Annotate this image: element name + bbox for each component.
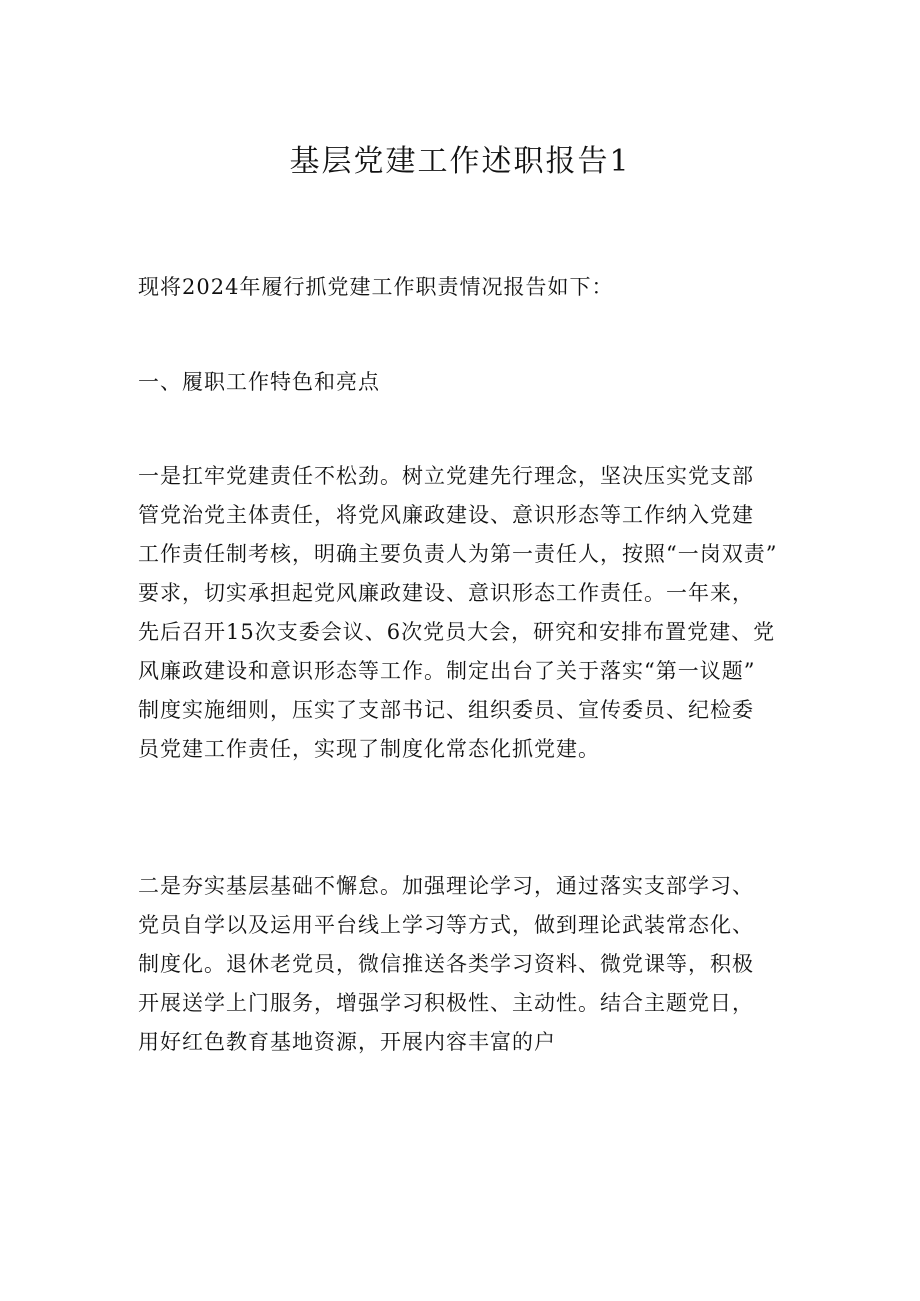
paragraph-grassroots-foundation [138, 867, 788, 1062]
paragraph-line: 员党建工作责任，实现了制度化常态化抓党建。 [138, 737, 600, 761]
paragraph-line: 制度化。退休老党员，微信推送各类学习资料、微党课等，积极 [138, 952, 754, 976]
intro-paragraph: 现将2024年履行抓党建工作职责情况报告如下： [138, 275, 614, 299]
paragraph-line: 风廉政建设和意识形态等工作。制定出台了关于落实“第一议题” [138, 659, 756, 683]
paragraph-line: 二是夯实基层基础不懈怠。加强理论学习，通过落实支部学习、 [138, 874, 754, 898]
document-title: 基层党建工作述职报告1 [289, 144, 631, 179]
paragraph-line: 一是扛牢党建责任不松劲。树立党建先行理念，坚决压实党支部 [138, 464, 754, 488]
paragraph-line: 工作责任制考核，明确主要负责人为第一责任人，按照“一岗双责” [138, 542, 778, 566]
paragraph-line: 用好红色教育基地资源，开展内容丰富的户 [138, 1030, 556, 1054]
paragraph-line: 制度实施细则，压实了支部书记、组织委员、宣传委员、纪检委 [138, 698, 754, 722]
paragraph-line: 要求，切实承担起党风廉政建设、意识形态工作责任。一年来， [138, 581, 754, 605]
paragraph-line: 党员自学以及运用平台线上学习等方式，做到理论武装常态化、 [138, 913, 754, 937]
section-heading: 一、履职工作特色和亮点 [138, 370, 380, 394]
paragraph-line: 先后召开15次支委会议、6次党员大会，研究和安排布置党建、党 [138, 620, 776, 644]
paragraph-party-responsibility [138, 457, 788, 769]
paragraph-line: 管党治党主体责任，将党风廉政建设、意识形态等工作纳入党建 [138, 503, 754, 527]
paragraph-line: 开展送学上门服务，增强学习积极性、主动性。结合主题党日， [138, 991, 754, 1015]
